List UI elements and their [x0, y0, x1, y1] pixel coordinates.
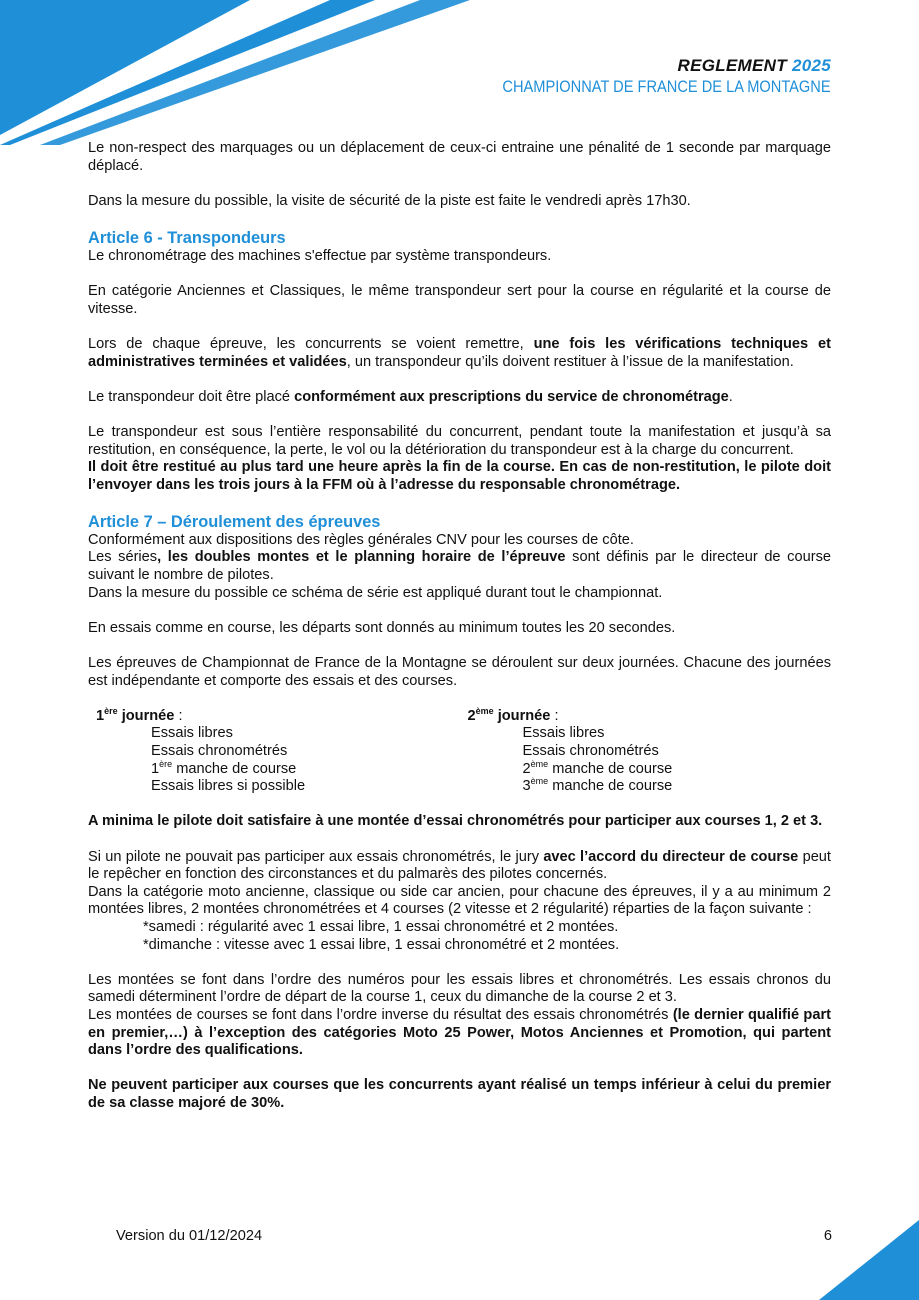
day-2-column — [460, 705, 832, 796]
text-run: Lors de chaque épreuve, les concurrents se voient remettre, — [88, 335, 534, 352]
paragraph — [88, 1077, 831, 1112]
header-title-year: 2025 — [791, 56, 831, 75]
paragraph — [88, 336, 831, 371]
article-7-heading: Article 7 – Déroulement des épreuves — [88, 512, 381, 531]
text-run: Les séries — [88, 549, 158, 566]
page-footer — [116, 1228, 832, 1244]
document-header — [449, 56, 831, 98]
paragraph — [88, 459, 831, 494]
text-run: sont définis par le directeur de course suivant le nombre de pilotes. — [88, 549, 831, 584]
header-title-word: REGLEMENT — [677, 56, 787, 75]
paragraph — [88, 549, 831, 584]
paragraph — [88, 849, 831, 884]
schedule-columns — [88, 705, 831, 796]
schedule-item: 1ère manche de course — [151, 758, 297, 777]
text-run: peut le repêcher en fonction des circonstances et du palmarès des pilotes concernés. — [88, 848, 831, 883]
paragraph: Les épreuves de Championnat de France de la Montagne se déroulent sur deux journées. Chacune des journées est indépendante et comporte des essais et des courses. — [88, 655, 831, 689]
corner-triangle-decoration — [819, 1220, 919, 1300]
paragraph: En catégorie Anciennes et Classiques, le même transpondeur sert pour la course en régularité et la course de vitesse. — [88, 283, 831, 317]
day-2-heading: 2ème journée : — [467, 705, 559, 724]
bold-text: Ne peuvent participer aux courses que les concurrents ayant réalisé un temps inférieur à celui du premier de sa classe majoré de 30%. — [88, 1077, 831, 1111]
header-subtitle: CHAMPIONNAT DE FRANCE DE LA MONTAGNE — [502, 77, 831, 96]
bold-text: (le dernier qualifié part en premier,…) à l’exception des catégories Moto 25 Power, Motos Anciennes et Promotion, qui partent dans l’ordre des qualifications. — [88, 1006, 831, 1059]
page-content — [88, 140, 831, 1112]
text-run: Les montées de courses se font dans l’ordre inverse du résultat des essais chronométrés — [88, 1006, 673, 1023]
schedule-item: Essais chronométrés — [522, 743, 659, 759]
schedule-item: Essais libres — [522, 725, 605, 742]
bold-text: avec l’accord du directeur de course — [543, 848, 799, 865]
paragraph — [88, 1007, 831, 1060]
header-title — [449, 56, 831, 76]
day-1-heading: 1ère journée : — [96, 705, 183, 724]
paragraph: Dans la mesure du possible ce schéma de série est appliqué durant tout le championnat. — [88, 584, 663, 601]
list-item: *dimanche : vitesse avec 1 essai libre, 1 essai chronométré et 2 montées. — [143, 936, 620, 953]
paragraph: Le transpondeur est sous l’entière responsabilité du concurrent, pendant toute la manifestation et jusqu’à sa restitution, en conséquence, la perte, le vol ou la détérioration du transpondeur est à la charge du concurrent. — [88, 423, 831, 458]
bold-text: A minima le pilote doit satisfaire à une montée d’essai chronométrés pour participer aux courses 1, 2 et 3. — [88, 813, 823, 830]
bold-text: conformément aux prescriptions du service de chronométrage — [294, 388, 729, 405]
paragraph: Le non-respect des marquages ou un déplacement de ceux-ci entraine une pénalité de 1 seconde par marquage déplacé. — [88, 140, 831, 174]
article-6-heading: Article 6 - Transpondeurs — [88, 228, 286, 247]
schedule-item: 3ème manche de course — [522, 776, 673, 795]
paragraph: Dans la mesure du possible, la visite de sécurité de la piste est faite le vendredi après 17h30. — [88, 192, 691, 209]
text-run: Si un pilote ne pouvait pas participer aux essais chronométrés, le jury — [88, 848, 544, 865]
page-number: 6 — [823, 1228, 832, 1244]
text-run: , un transpondeur qu’ils doivent restituer à l’issue de la manifestation. — [346, 353, 794, 370]
paragraph: Le chronométrage des machines s'effectue par système transpondeurs. — [88, 247, 552, 264]
bold-text: Il doit être restitué au plus tard une heure après la fin de la course. En cas de non-restitution, le pilote doit l’envoyer dans les trois jours à la FFM où à l’adresse du responsable chronométrage. — [88, 459, 831, 493]
list-item: *samedi : régularité avec 1 essai libre, 1 essai chronométré et 2 montées. — [143, 918, 619, 935]
paragraph: En essais comme en course, les départs sont donnés au minimum toutes les 20 secondes. — [88, 619, 676, 636]
text-run: Le transpondeur doit être placé — [88, 388, 295, 405]
schedule-item: Essais chronométrés — [151, 743, 288, 759]
paragraph — [88, 813, 831, 831]
corner-stripes-decoration — [0, 0, 480, 145]
version-label: Version du 01/12/2024 — [116, 1228, 263, 1244]
paragraph: Conformément aux dispositions des règles générales CNV pour les courses de côte. — [88, 531, 634, 548]
schedule-item: 2ème manche de course — [522, 758, 673, 777]
day-1-column — [88, 705, 460, 796]
paragraph — [88, 389, 831, 407]
bold-text: une fois les vérifications techniques et administratives terminées et validées — [88, 335, 831, 370]
paragraph: Dans la catégorie moto ancienne, classique ou side car ancien, pour chacune des épreuves, il y a au minimum 2 montées libres, 2 montées chronométrées et 4 courses (2 vitesse et 2 régularité) réparties de la façon suivante : — [88, 883, 831, 918]
schedule-item: Essais libres — [151, 725, 233, 742]
bold-text: , les doubles montes et le planning horaire de l’épreuve — [157, 549, 566, 566]
text-run: . — [728, 388, 733, 405]
schedule-item: Essais libres si possible — [151, 778, 306, 795]
paragraph: Les montées se font dans l’ordre des numéros pour les essais libres et chronométrés. Les essais chronos du samedi déterminent l’ordre de départ de la course 1, ceux du dimanche de la course 2 et 3. — [88, 971, 831, 1006]
